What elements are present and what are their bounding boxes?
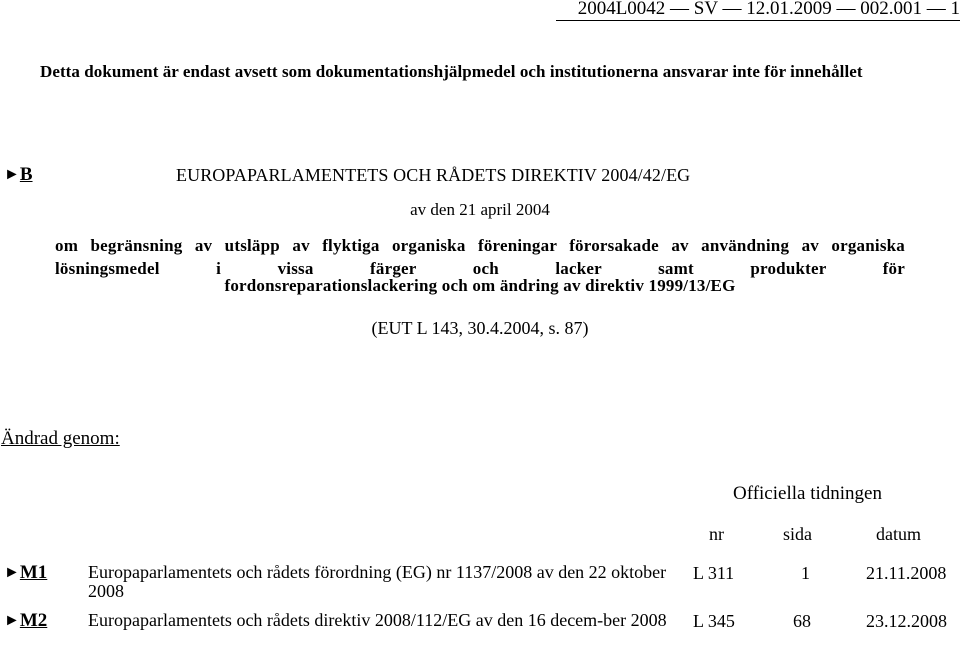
act-reference: (EUT L 143, 30.4.2004, s. 87) <box>371 318 589 338</box>
act-date: av den 21 april 2004 <box>410 200 550 219</box>
amended-by-heading: Ändrad genom: <box>1 428 120 449</box>
amendment-datum: 21.11.2008 <box>866 563 947 583</box>
disclaimer: Detta dokument är endast avsett som dokumentationshjälpmedel och institutionerna ansvarar inte för innehållet <box>40 62 863 81</box>
column-header-nr: nr <box>709 524 724 544</box>
basic-act-marker[interactable] <box>4 164 33 186</box>
amendment-marker[interactable] <box>4 562 47 584</box>
amendment-nr: L 311 <box>693 563 735 583</box>
amendment-sida: 68 <box>793 611 811 631</box>
amendment-nr: L 345 <box>693 611 735 631</box>
amendment-datum: 23.12.2008 <box>866 611 947 631</box>
act-title: EUROPAPARLAMENTETS OCH RÅDETS DIREKTIV 2004/42/EG <box>176 165 691 185</box>
amendment-sida: 1 <box>801 563 810 583</box>
amendment-marker[interactable] <box>4 610 47 632</box>
basic-act-code[interactable]: B <box>19 164 33 185</box>
running-head: 2004L0042 — SV — 12.01.2009 — 002.001 — 1 <box>556 0 960 21</box>
amendment-title: Europaparlamentets och rådets förordning (EG) nr 1137/2008 av den 22 oktober 2008 <box>88 562 667 601</box>
act-subject: om begränsning av utsläpp av flyktiga organiska föreningar förorsakade av användning av organiska lösningsmedel i vissa färger och lacker samt produkter för <box>55 236 905 278</box>
column-header-sida: sida <box>783 524 812 544</box>
triangle-marker-icon: ► <box>4 564 20 581</box>
official-journal-label: Officiella tidningen <box>733 483 882 504</box>
column-header-datum: datum <box>876 524 921 544</box>
triangle-marker-icon: ► <box>4 166 20 183</box>
act-subject-last-line: fordonsreparationslackering och om ändring av direktiv 1999/13/EG <box>224 276 736 295</box>
amendment-code[interactable]: M2 <box>19 610 48 631</box>
triangle-marker-icon: ► <box>4 612 20 629</box>
amendment-title: Europaparlamentets och rådets direktiv 2008/112/EG av den 16 decem-ber 2008 <box>88 610 667 630</box>
amendment-code[interactable]: M1 <box>19 562 48 583</box>
